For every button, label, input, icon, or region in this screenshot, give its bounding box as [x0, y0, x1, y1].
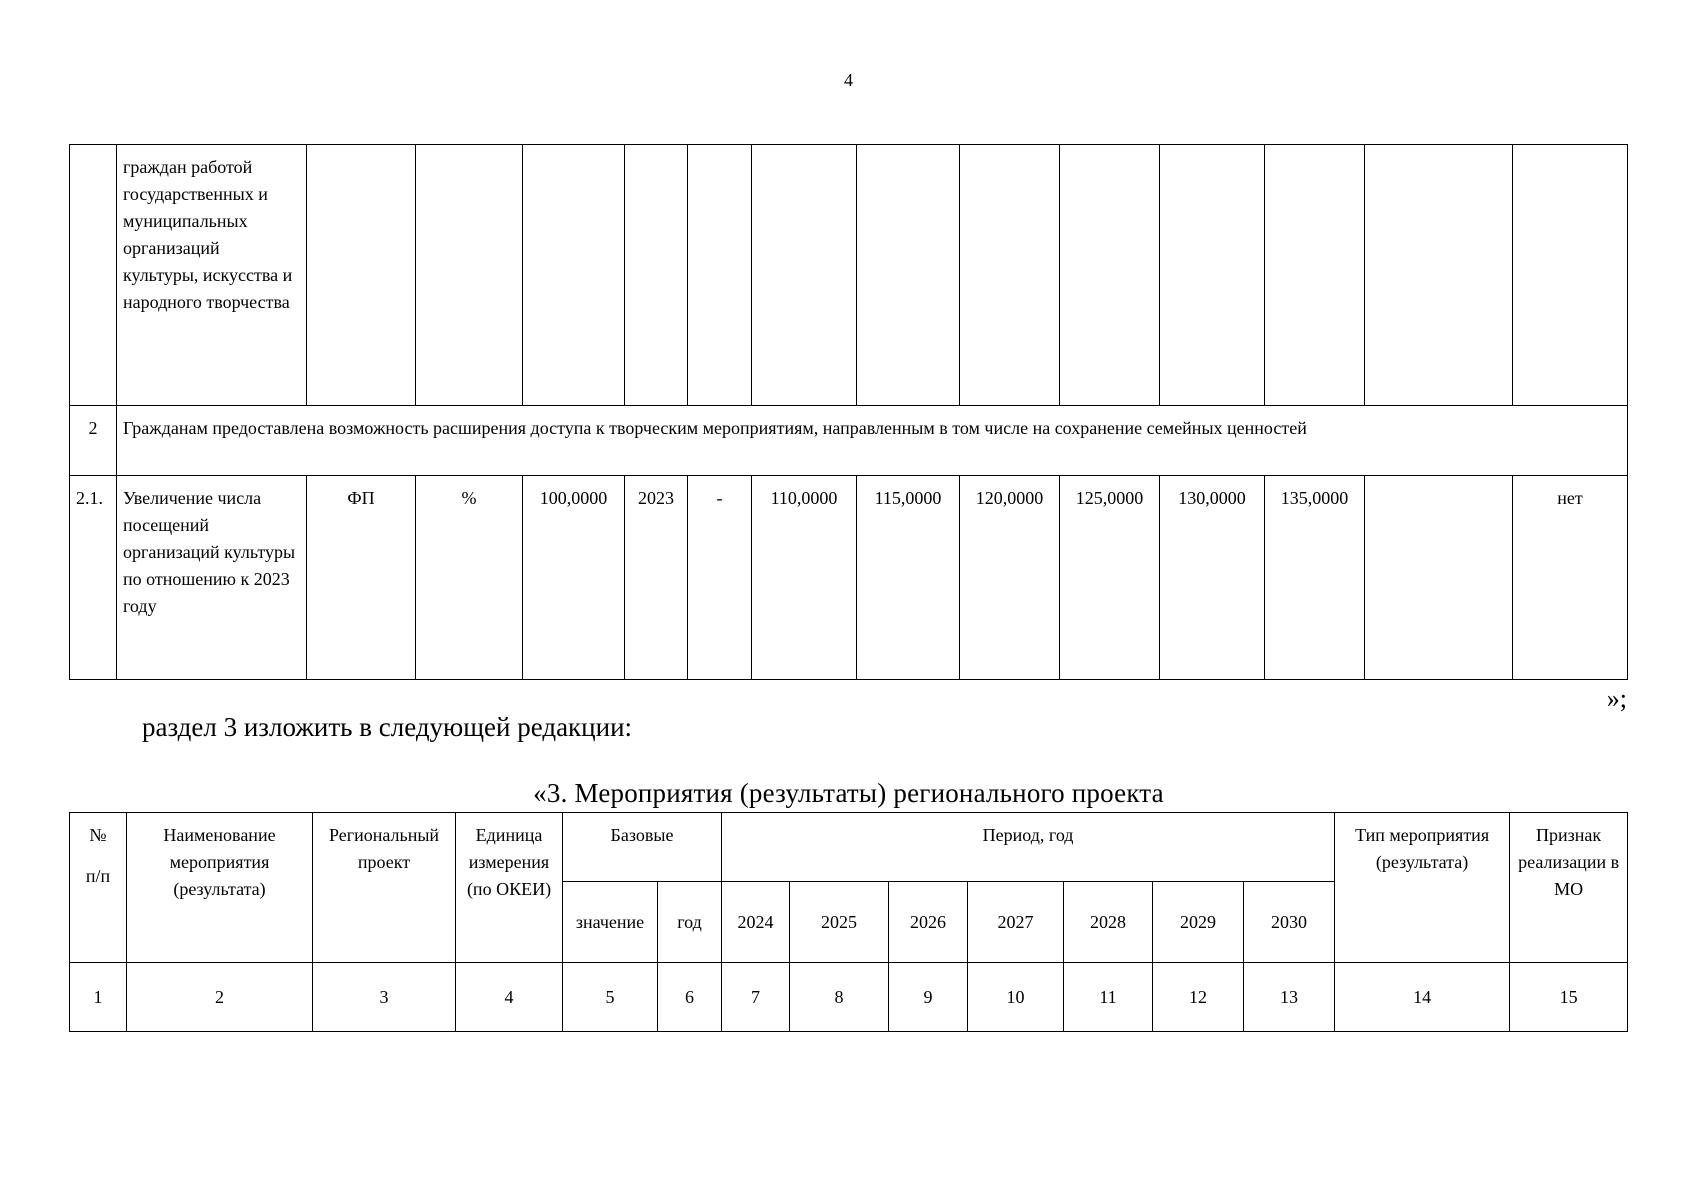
- column-numbers-row: [70, 963, 1628, 1032]
- value-2030-cell: 135,0000: [1265, 476, 1365, 680]
- header-base-year: год: [658, 882, 722, 963]
- table-row: [70, 145, 1628, 406]
- header-unit: Единица измерения (по ОКЕИ): [456, 813, 563, 963]
- value-2028-cell: 125,0000: [1060, 476, 1160, 680]
- header-year-2026: 2026: [889, 882, 968, 963]
- section-row: [70, 406, 1628, 476]
- header-project: Региональный проект: [313, 813, 456, 963]
- indicators-table: [69, 144, 1628, 680]
- value-2026-cell: 115,0000: [857, 476, 960, 680]
- value-2029-cell: 130,0000: [1160, 476, 1265, 680]
- header-period: Период, год: [722, 813, 1335, 882]
- activities-table: [69, 812, 1628, 1032]
- header-num-pp: п/п: [85, 866, 111, 886]
- indicator-name-cell: Увеличение числа посещений организаций культуры по отношению к 2023 году: [117, 476, 307, 680]
- column-number: 9: [889, 963, 968, 1032]
- header-num-symbol: №: [89, 825, 107, 845]
- value-2024-cell: -: [688, 476, 752, 680]
- value-2025-cell: 110,0000: [752, 476, 857, 680]
- column-number: 4: [456, 963, 563, 1032]
- header-year-2030: 2030: [1244, 882, 1335, 963]
- row-num-cell: [70, 145, 117, 406]
- column-number: 11: [1064, 963, 1153, 1032]
- base-year-cell: 2023: [625, 476, 688, 680]
- column-number: 14: [1335, 963, 1510, 1032]
- header-base-value: значение: [563, 882, 658, 963]
- header-year-2024: 2024: [722, 882, 790, 963]
- page-number: 4: [844, 70, 853, 90]
- header-num: [70, 813, 127, 963]
- indicator-name-cell: граждан работой государственных и муниципальных организаций культуры, искусства и народного творчества: [117, 145, 307, 406]
- header-year-2025: 2025: [790, 882, 889, 963]
- header-base: Базовые: [563, 813, 722, 882]
- column-number: 7: [722, 963, 790, 1032]
- column-number: 8: [790, 963, 889, 1032]
- header-year-2028: 2028: [1064, 882, 1153, 963]
- instruction-text: раздел 3 изложить в следующей редакции:: [142, 712, 633, 742]
- column-number: 2: [127, 963, 313, 1032]
- base-value-cell: 100,0000: [523, 476, 625, 680]
- header-year-2029: 2029: [1153, 882, 1244, 963]
- section-text-cell: Гражданам предоставлена возможность расширения доступа к творческим мероприятиям, направленным в том числе на сохранение семейных ценностей: [117, 406, 1628, 476]
- flag-cell: нет: [1513, 476, 1628, 680]
- value-2027-cell: 120,0000: [960, 476, 1060, 680]
- level-cell: ФП: [307, 476, 416, 680]
- header-row: [70, 813, 1628, 882]
- column-number: 5: [563, 963, 658, 1032]
- unit-cell: %: [416, 476, 523, 680]
- section-title: «3. Мероприятия (результаты) регионального проекта: [533, 778, 1164, 808]
- section-num-cell: 2: [70, 406, 117, 476]
- column-number: 10: [968, 963, 1064, 1032]
- closing-quote: »;: [1606, 684, 1627, 713]
- header-flag: Признак реализации в МО: [1510, 813, 1628, 963]
- column-number: 6: [658, 963, 722, 1032]
- column-number: 12: [1153, 963, 1244, 1032]
- row-num-cell: 2.1.: [70, 476, 117, 680]
- column-number: 15: [1510, 963, 1628, 1032]
- header-year-2027: 2027: [968, 882, 1064, 963]
- header-name: Наименование мероприятия (результата): [127, 813, 313, 963]
- column-number: 13: [1244, 963, 1335, 1032]
- extra-cell: [1365, 476, 1513, 680]
- header-type: Тип мероприятия (результата): [1335, 813, 1510, 963]
- column-number: 1: [70, 963, 127, 1032]
- table-row: [70, 476, 1628, 680]
- column-number: 3: [313, 963, 456, 1032]
